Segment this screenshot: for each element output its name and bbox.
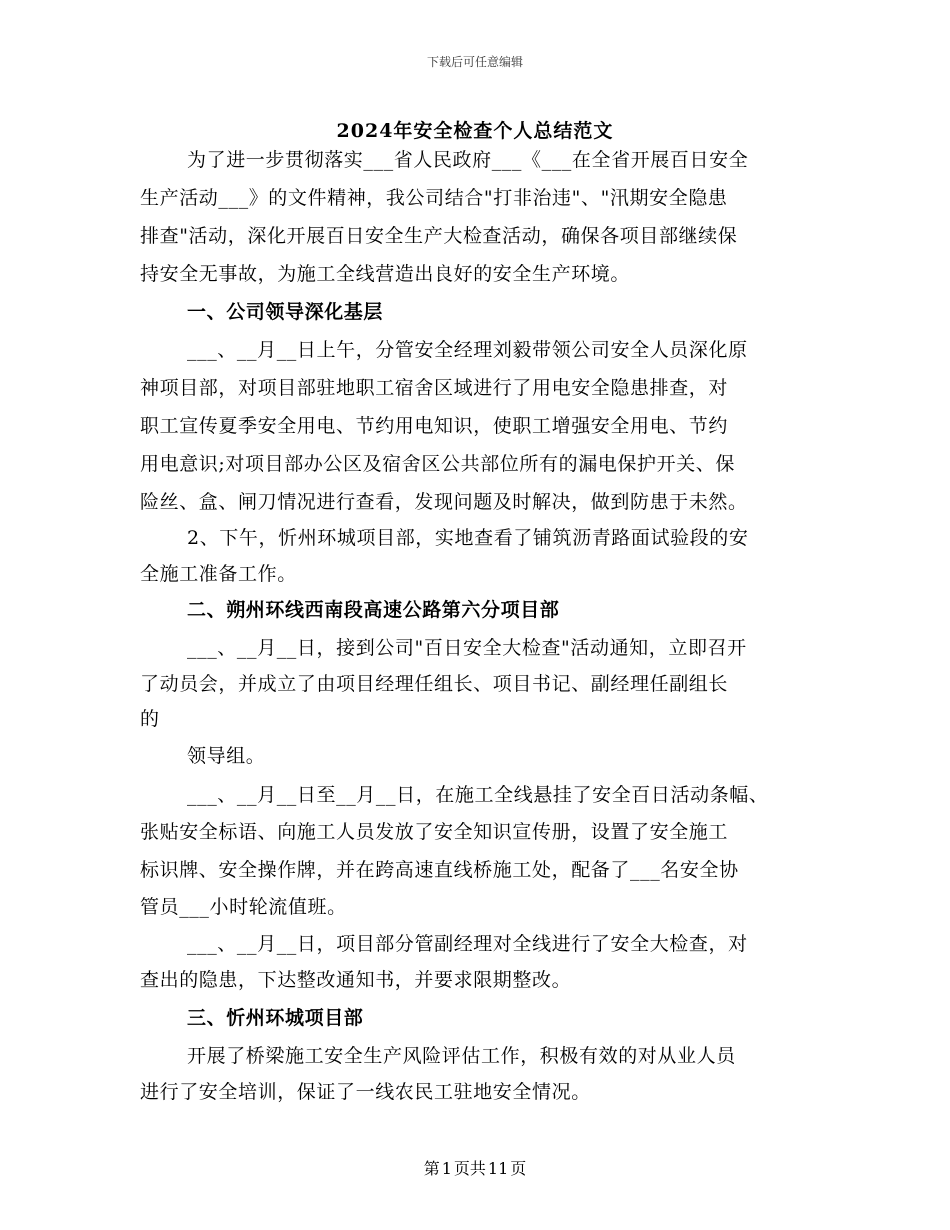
paragraph-line: 管员___小时轮流值班。 [140, 896, 347, 918]
paragraph-line: 职工宣传夏季安全用电、节约用电知识，使职工增强安全用电、节约 [140, 415, 729, 437]
page-prefix: 第 [423, 1159, 440, 1178]
paragraph-line: 为了进一步贯彻落实___省人民政府___《___在全省开展百日安全 [187, 149, 749, 171]
paragraph-line: 领导组。 [187, 745, 266, 767]
page-mid: 页共 [453, 1159, 486, 1178]
paragraph-line: 标识牌、安全操作牌，并在跨高速直线桥施工处，配备了___名安全协 [140, 859, 739, 881]
paragraph-line: 生产活动___》的文件精神，我公司结合"打非治违"、"汛期安全隐患 [140, 187, 728, 209]
section-heading: 三、忻州环城项目部 [187, 1007, 364, 1029]
paragraph-line: 险丝、盒、闸刀情况进行查看，发现问题及时解决，做到防患于未然。 [140, 491, 748, 513]
paragraph-line: 持安全无事故，为施工全线营造出良好的安全生产环境。 [140, 263, 631, 285]
paragraph-line: ___、__月__日，接到公司"百日安全大检查"活动通知，立即召开 [187, 637, 747, 659]
header-note: 下载后可任意编辑 [426, 55, 523, 69]
paragraph-line: 排查"活动，深化开展百日安全生产大检查活动，确保各项目部继续保 [140, 225, 738, 247]
page-suffix: 页 [510, 1159, 527, 1178]
page-total: 11 [487, 1159, 509, 1178]
paragraph-line: 2、下午，忻州环城项目部，实地查看了铺筑沥青路面试验段的安 [187, 527, 749, 549]
paragraph-line: 张贴安全标语、向施工人员发放了安全知识宣传册，设置了安全施工 [140, 821, 729, 843]
page-title: 2024年安全检查个人总结范文 [336, 120, 614, 142]
paragraph-line: 进行了安全培训，保证了一线农民工驻地安全情况。 [140, 1081, 591, 1103]
paragraph-line: 全施工准备工作。 [140, 563, 297, 585]
paragraph-line: ___、__月__日上午，分管安全经理刘毅带领公司安全人员深化原 [187, 339, 748, 361]
section-heading: 二、朔州环线西南段高速公路第六分项目部 [187, 599, 560, 621]
page-footer [0, 1156, 950, 1179]
paragraph-line: 开展了桥梁施工安全生产风险评估工作，积极有效的对从业人员 [187, 1045, 736, 1067]
page-number: 1 [441, 1159, 452, 1178]
paragraph-line: ___、__月__日，项目部分管副经理对全线进行了安全大检查，对 [187, 933, 748, 955]
paragraph-line: 的 [140, 708, 160, 730]
paragraph-line: 用电意识;对项目部办公区及宿舍区公共部位所有的漏电保护开关、保 [140, 453, 736, 475]
paragraph-line: 了动员会，并成立了由项目经理任组长、项目书记、副经理任副组长 [140, 673, 729, 695]
section-heading: 一、公司领导深化基层 [187, 301, 384, 323]
paragraph-line: 查出的隐患，下达整改通知书，并要求限期整改。 [140, 969, 572, 991]
paragraph-line: ___、__月__日至__月__日，在施工全线悬挂了安全百日活动条幅、 [187, 784, 769, 806]
paragraph-line: 神项目部，对项目部驻地职工宿舍区域进行了用电安全隐患排查，对 [140, 377, 729, 399]
